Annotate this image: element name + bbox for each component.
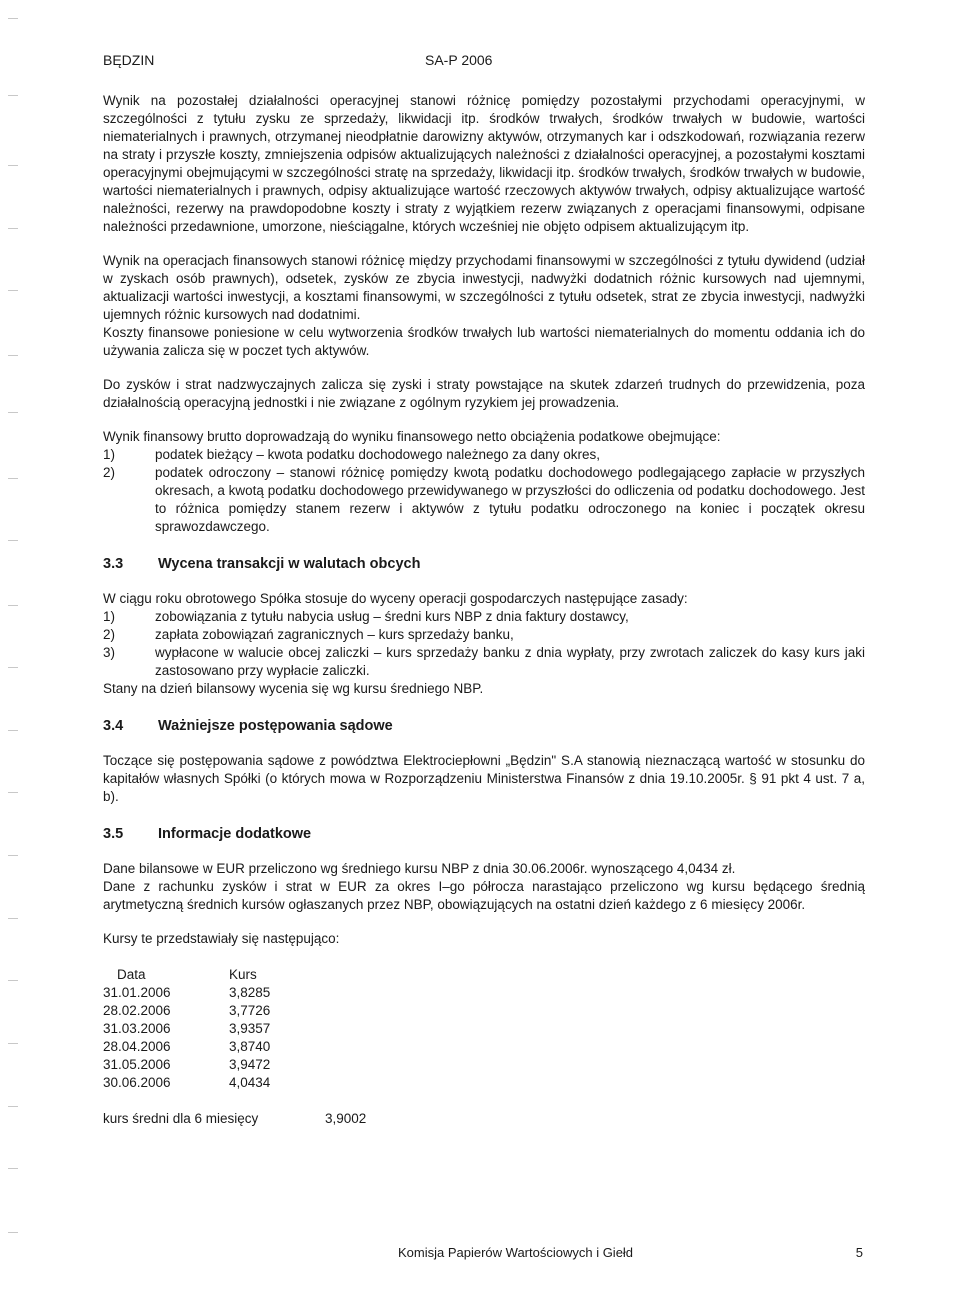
column-header-rate: Kurs xyxy=(229,967,257,982)
average-rate xyxy=(103,1110,865,1128)
exchange-rates-table xyxy=(103,966,270,1092)
paragraph-rates-intro: Kursy te przedstawiały się następująco: xyxy=(103,931,340,946)
scan-margin-marks xyxy=(8,0,18,1310)
document-body xyxy=(103,92,865,1128)
table-row: 28.02.2006 3,7726 xyxy=(103,1003,271,1018)
average-rate-value: 3,9002 xyxy=(325,1111,367,1126)
paragraph-gross-result: Wynik finansowy brutto doprowadzają do wyniku finansowego netto obciążenia podatkowe obejmujące: xyxy=(103,429,721,444)
section-heading-3-4: 3.4 Ważniejsze postępowania sądowe xyxy=(103,718,393,734)
header-company: BĘDZIN xyxy=(103,52,155,68)
table-row: 31.01.2006 3,8285 xyxy=(103,985,271,1000)
paragraph-balance-eur: Dane bilansowe w EUR przeliczono wg średniego kursu NBP z dnia 30.06.2006r. wynoszącego 4,0434 zł. xyxy=(103,861,736,876)
table-row: 31.03.2006 3,9357 xyxy=(103,1021,271,1036)
table-row: 28.04.2006 3,8740 xyxy=(103,1039,271,1054)
list-item: 2) podatek odroczony – stanowi różnicę pomiędzy kwotą podatku dochodowego podlegającego zapłacie w przyszłych okresach, a kwotą podatku dochodowego przewidywanego w przyszłości do odliczenia od podatku dochodowego. Jest to różnica pomiędzy stanem rezerw i aktywów z tytułu podatku odroczonego na koniec i początek okresu sprawozdawczego. xyxy=(103,465,865,534)
list-item: 3) wypłacone w walucie obcej zaliczki – kurs sprzedaży banku z dnia wypłaty, przy zwrotach zaliczek do kasy kurs jaki zastosowano przy wypłacie zaliczki. xyxy=(103,645,865,678)
header-report-code: SA-P 2006 xyxy=(425,52,493,68)
table-header-row xyxy=(103,966,270,984)
fx-list xyxy=(103,608,865,680)
page-number: 5 xyxy=(855,1245,863,1260)
page-footer xyxy=(103,1245,863,1263)
paragraph-litigation: Toczące się postępowania sądowe z powództwa Elektrociepłowni „Będzin" S.A stanowią nieznaczącą wartość w stosunku do kapitałów własnych Spółki (o których mowa w Rozporządzeniu Ministerstwa Finansów z dnia 19.10.2005r. § 91 pkt 4 ust. 7 a, b). xyxy=(103,753,865,804)
column-header-date: Data xyxy=(117,967,146,982)
paragraph-fx-balance: Stany na dzień bilansowy wycenia się wg kursu średniego NBP. xyxy=(103,681,484,696)
paragraph-financing-costs: Koszty finansowe poniesione w celu wytworzenia środków trwałych lub wartości niematerialnych do momentu oddania ich do używania zalicza się w poczet tych aktywów. xyxy=(103,325,865,358)
section-heading-3-5: 3.5 Informacje dodatkowe xyxy=(103,826,312,842)
table-row: 31.05.2006 3,9472 xyxy=(103,1057,271,1072)
footer-publisher: Komisja Papierów Wartościowych i Giełd xyxy=(398,1245,634,1260)
table-row: 30.06.2006 4,0434 xyxy=(103,1075,271,1090)
paragraph-fx-intro: W ciągu roku obrotowego Spółka stosuje do wyceny operacji gospodarczych następujące zasady: xyxy=(103,591,688,606)
list-item: 1) zobowiązania z tytułu nabycia usług – średni kurs NBP z dnia faktury dostawcy, xyxy=(103,609,629,624)
tax-list xyxy=(103,446,865,536)
section-heading-3-3: 3.3 Wycena transakcji w walutach obcych xyxy=(103,556,421,572)
paragraph-pl-eur: Dane z rachunku zysków i strat w EUR za okres I–go półrocza narastająco przeliczono wg kursu będącego średnią arytmetyczną średnich kursów ogłaszanych przez NBP, obowiązujących na ostatni dzień każdego z 6 miesięcy 2006r. xyxy=(103,879,865,912)
average-rate-label: kurs średni dla 6 miesięcy xyxy=(103,1111,259,1126)
paragraph-financial-result: Wynik na operacjach finansowych stanowi różnicę między przychodami finansowymi w szczególności z tytułu dywidend (udział w zyskach osób prawnych), odsetek, zysków ze zbycia inwestycji, nadwyżki dodatnich różnic kursowych nad ujemnymi, aktualizacji wartości inwestycji, a kosztami finansowymi, w szczególności z tytułu odsetek, strat ze zbycia inwestycji, nadwyżki ujemnych różnic kursowych nad dodatnimi. xyxy=(103,253,865,322)
paragraph-other-operating-result: Wynik na pozostałej działalności operacyjnej stanowi różnicę pomiędzy pozostałymi przychodami operacyjnymi, w szczególności z tytułu zysku ze sprzedaży, likwidacji itp. środków trwałych, środków trwałych w budowie, wartości niematerialnych i prawnych, otrzymanej nieodpłatnie darowizny aktywów, otrzymanych kar i odszkodowań, rozwiązania rezerw na straty i przyszłe koszty, zmniejszenia odpisów aktualizujących należności z działalności operacyjnej, a pozostałymi kosztami operacyjnymi obejmującymi w szczególności stratę na sprzedaży, likwidacji itp. środków trwałych, środków trwałych w budowie, wartości niematerialnych i prawnych, odpisy aktualizujące wartość rzeczowych aktywów trwałych, odpisy aktualizujące wartość należności, rezerwy na prawdopodobne koszty i straty z wyjątkiem rezerw związanych z operacjami finansowymi, odpisane należności przedawnione, umorzone, nieściągalne, których wcześniej nie objęto odpisem aktualizującym itp. xyxy=(103,93,865,234)
page-header xyxy=(103,52,863,72)
paragraph-extraordinary: Do zysków i strat nadzwyczajnych zalicza się zyski i straty powstające na skutek zdarzeń trudnych do przewidzenia, poza działalnością operacyjną jednostki i nie związane z ogólnym ryzykiem jej prowadzenia. xyxy=(103,377,865,410)
list-item: 1) podatek bieżący – kwota podatku dochodowego należnego za dany okres, xyxy=(103,447,601,462)
list-item: 2) zapłata zobowiązań zagranicznych – kurs sprzedaży banku, xyxy=(103,627,514,642)
